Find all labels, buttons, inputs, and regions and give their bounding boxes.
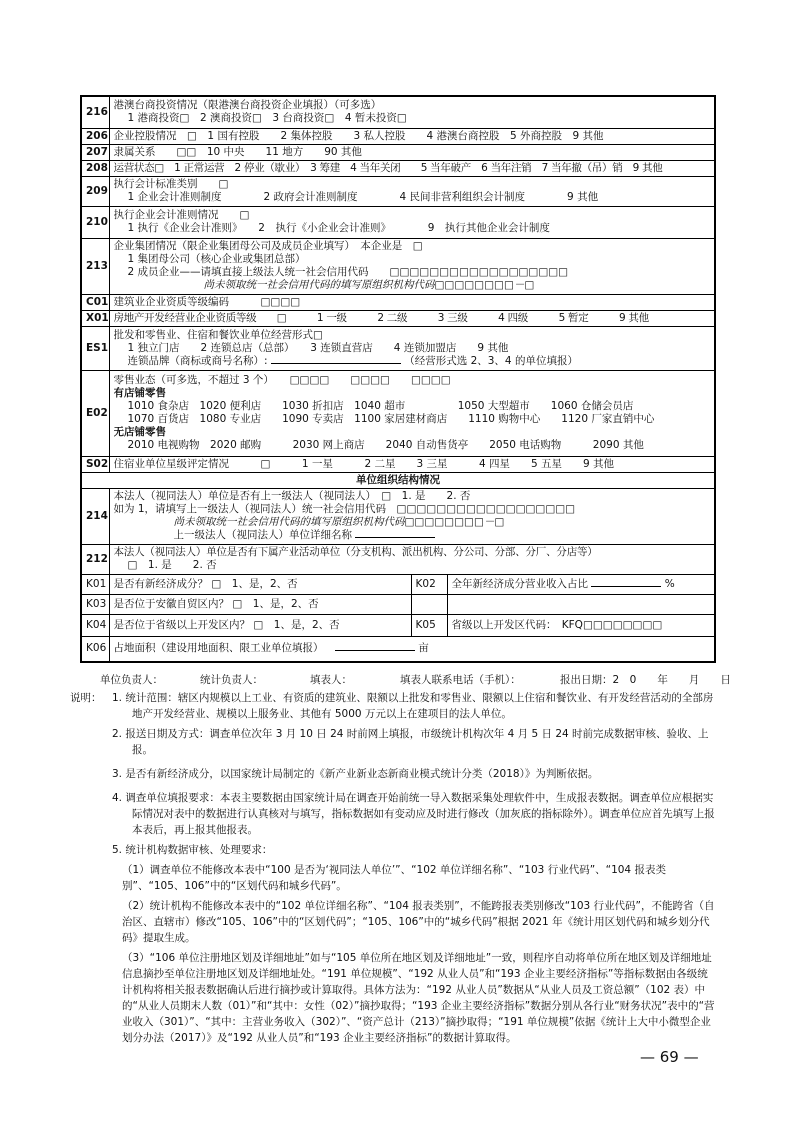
- credit-code-boxes[interactable]: 如为 1，请填写上一级法人（视同法人）统一社会信用代码 □□□□□□□□□□□□□□□□□□: [113, 503, 576, 515]
- subheading-nonstore-retail: 无店铺零售: [113, 426, 166, 438]
- field-options[interactable]: □ 1. 是 2. 否: [127, 559, 217, 571]
- land-area-unit: 亩: [418, 642, 429, 655]
- field-options[interactable]: 隶属关系 □□ 10 中央 11 地方 90 其他: [113, 145, 362, 158]
- page-number: — 69 —: [640, 1048, 699, 1066]
- note-1: 1. 统计范围：辖区内规模以上工业、有资质的建筑业、限额以上批发和零售业、限额以上住宿和餐饮业、有开发经营活动的全部房地产开发经营业、规模以上服务业、其他有 5000 万元以上在建项目的法人单位。: [112, 692, 714, 720]
- field-code: K05: [411, 614, 447, 636]
- note-3: 3. 是否有新经济成分，以国家统计局制定的《新产业新业态新商业模式统计分类（2018）》为判断依据。: [112, 768, 599, 780]
- row-E02: [81, 370, 715, 456]
- field-options[interactable]: 住宿业单位星级评定情况 □ 1 一星 2 二星 3 三星 4 四星 5 五星 9 其他: [113, 457, 615, 470]
- field-code: K06: [81, 636, 109, 662]
- field-code: 216: [81, 96, 109, 128]
- row-X01: [81, 310, 715, 326]
- field-options: 1 企业会计准则制度 2 政府会计准则制度 4 民间非营利组织会计制度 9 其他: [127, 191, 599, 203]
- note-5-2: （2）统计机构不能修改本表中的“102 单位详细名称”、“104 报表类别”，不能跨报表类别修改“103 行业代码”，不能跨省（自治区、直辖市）修改“105、106”中的“区划代码”；“105、106”中的“城乡代码”根据 2021 年《统计用区划代码和城乡划分代码》提取生成。: [122, 900, 715, 944]
- org-code-boxes[interactable]: 尚未领取统一社会信用代码的填写原组织机构代码□□□□□□□□－□: [173, 516, 505, 528]
- field-options[interactable]: 运营状态□ 1 正常运营 2 停业（歇业） 3 筹建 4 当年关闭 5 当年破产 6 当年注销 7 当年撤（吊）销 9 其他: [113, 161, 663, 174]
- field-options[interactable]: 省级以上开发区代码： KFQ□□□□□□□□: [451, 618, 663, 631]
- field-options: 2010 电视购物 2020 邮购 2030 网上商店 2040 自动售货亭 2050 电话购物 2090 其他: [127, 439, 644, 451]
- field-code: ES1: [81, 326, 109, 370]
- note-5-1: （1）调查单位不能修改本表中“100 是否为‘视同法人单位’”、“102 单位详细名称”、“103 行业代码”、“104 报表类别”、“105、106”中的“区划代码和城乡代码”。: [122, 864, 666, 892]
- row-S02: [81, 456, 715, 472]
- notes-section: [70, 690, 716, 1050]
- field-code: 207: [81, 144, 109, 160]
- field-options: 1 执行《企业会计准则》 2 执行《小企业会计准则》 9 执行其他企业会计制度: [127, 222, 550, 234]
- census-form-table: [80, 95, 716, 663]
- filler-phone-label: 填表人联系电话（手机）：: [400, 674, 521, 686]
- percent-sign: %: [664, 577, 675, 590]
- row-ES1: [81, 326, 715, 370]
- brand-note: （经营形式选 2、3、4 的单位填报）: [404, 354, 578, 367]
- land-area-label: 占地面积（建设用地面积、限工业单位填报）: [113, 642, 324, 655]
- field-options: 1070 百货店 1080 专业店 1090 专卖店 1100 家居建材商店 1110 购物中心 1120 厂家直销中心: [127, 413, 655, 425]
- note-5: 5. 统计机构数据审核、处理要求：: [112, 844, 273, 856]
- row-216: [81, 96, 715, 128]
- parent-name-input[interactable]: [355, 537, 435, 538]
- row-K01-K02: [81, 574, 715, 594]
- field-code: X01: [81, 310, 109, 326]
- field-code: S02: [81, 456, 109, 472]
- field-code: 213: [81, 238, 109, 294]
- field-options: 1 独立门店 2 连锁总店（总部） 3 连锁直营店 4 连锁加盟店 9 其他: [127, 341, 509, 354]
- field-label: 港澳台商投资情况（限港澳台商投资企业填报）（可多选）: [113, 99, 382, 112]
- row-212: [81, 544, 715, 574]
- field-code: 212: [81, 544, 109, 574]
- report-date-label: 报出日期：2 0 年 月 日: [560, 674, 731, 686]
- parent-name-label: 上一级法人（视同法人）单位详细名称: [173, 529, 352, 541]
- row-209: [81, 176, 715, 206]
- row-213: [81, 238, 715, 294]
- field-code: K02: [411, 574, 447, 594]
- org-code-boxes[interactable]: 尚未领取统一社会信用代码的填写原组织机构代码□□□□□□□□－□: [203, 279, 535, 291]
- field-options[interactable]: 是否位于安徽自贸区内？ □ 1、是，2、否: [113, 597, 319, 610]
- field-label: 本法人（视同法人）单位是否有下属产业活动单位（分支机构、派出机构、分公司、分部、分厂、分店等）: [113, 546, 598, 558]
- field-label[interactable]: 企业集团情况（限企业集团母公司及成员企业填写） 本企业是 □: [113, 240, 423, 252]
- field-code: 208: [81, 160, 109, 176]
- field-options[interactable]: 房地产开发经营业企业资质等级 □ 1 一级 2 二级 3 三级 4 四级 5 暂定 9 其他: [113, 311, 649, 324]
- row-K03: [81, 594, 715, 614]
- stat-head-label: 统计负责人：: [200, 674, 263, 686]
- row-214: [81, 488, 715, 544]
- field-code: K01: [81, 574, 109, 594]
- field-code: 210: [81, 206, 109, 238]
- section-header: [81, 472, 715, 488]
- field-code: E02: [81, 370, 109, 456]
- field-code: 206: [81, 128, 109, 144]
- filler-label: 填表人：: [310, 674, 352, 686]
- credit-code-boxes[interactable]: 2 成员企业——请填直接上级法人统一社会信用代码 □□□□□□□□□□□□□□□□□□: [127, 266, 569, 278]
- field-code: 209: [81, 176, 109, 206]
- field-options[interactable]: 是否有新经济成分？ □ 1、是，2、否: [113, 577, 298, 590]
- note-2: 2. 报送日期及方式：调查单位次年 3 月 10 日 24 时前网上填报，市级统计机构次年 4 月 5 日 24 时前完成数据审核、验收、上报。: [112, 728, 709, 756]
- field-code: C01: [81, 294, 109, 310]
- row-K04-K05: [81, 614, 715, 636]
- field-options[interactable]: 建筑业企业资质等级编码 □□□□: [113, 295, 301, 308]
- field-options[interactable]: 企业控股情况 □ 1 国有控股 2 集体控股 3 私人控股 4 港澳台商控股 5 外商控股 9 其他: [113, 129, 604, 142]
- notes-label: 说明：: [70, 692, 102, 704]
- new-economy-ratio-input[interactable]: [591, 586, 661, 587]
- land-area-input[interactable]: [335, 650, 415, 651]
- brand-label: 连锁品牌（商标或商号名称）:: [127, 354, 268, 367]
- field-label[interactable]: 执行企业会计准则情况 □: [113, 209, 250, 221]
- section-title: 单位组织结构情况: [81, 472, 715, 488]
- field-label[interactable]: 执行会计标准类别 □: [113, 178, 229, 190]
- row-K06: [81, 636, 715, 662]
- brand-input[interactable]: [271, 363, 401, 364]
- field-label[interactable]: 零售业态（可多选，不超过 3 个） □□□□ □□□□ □□□□: [113, 374, 451, 386]
- row-206: [81, 128, 715, 144]
- field-code: K04: [81, 614, 109, 636]
- field-code: K03: [81, 594, 109, 614]
- field-code: 214: [81, 488, 109, 544]
- subheading-store-retail: 有店铺零售: [113, 387, 166, 399]
- row-208: [81, 160, 715, 176]
- row-207: [81, 144, 715, 160]
- field-option-1: 1 集团母公司（核心企业或集团总部）: [127, 253, 306, 265]
- note-4: 4. 调查单位填报要求：本表主要数据由国家统计局在调查开始前统一导入数据采集处理软件中，生成报表数据。调查单位应根据实际情况对表中的数据进行认真核对与填写，指标数据如有变动应及时进行修改（加灰底的指标除外）。调查单位应首先填写上报本表后，再上报其他报表。: [112, 792, 715, 836]
- new-economy-ratio-label: 全年新经济成分营业收入占比: [451, 577, 588, 590]
- field-options: 1010 食杂店 1020 便利店 1030 折扣店 1040 超市 1050 大型超市 1060 仓储会员店: [127, 400, 634, 412]
- row-C01: [81, 294, 715, 310]
- row-210: [81, 206, 715, 238]
- field-label[interactable]: 本法人（视同法人）单位是否有上一级法人（视同法人） □ 1. 是 2. 否: [113, 490, 471, 502]
- field-label[interactable]: 批发和零售业、住宿和餐饮业单位经营形式□: [113, 328, 323, 341]
- unit-head-label: 单位负责人：: [100, 674, 163, 686]
- field-options[interactable]: 1 港商投资□ 2 澳商投资□ 3 台商投资□ 4 暂未投资□: [127, 112, 407, 125]
- note-5-3: （3）“106 单位注册地区划及详细地址”如与“105 单位所在地区划及详细地址”一致，则程序自动将单位所在地区划及详细地址信息摘抄至单位注册地区划及详细地址处。“191 单位规模”、“192 从业人员”和“193 企业主要经济指标”等指标数据由各级统计机构将相关报表数据确认后进行摘抄或计算取得。具体方法为：“192 从业人员”数据从“从业人员及工资总额”（102 表）中的“从业人员期末人数（01）”和“其中：女性（02）”摘抄取得；“193 企业主要经济指标”数据分别从各行业“财务状况”表中的“营业收入（301）”、“其中：主营业务收入（302）”、“资产总计（213）”摘抄取得；“191 单位规模”依据《统计上大中小微型企业划分办法（2017）》及“192 从业人员”和“193 企业主要经济指标”的数据计算取得。: [122, 952, 715, 1044]
- field-options[interactable]: 是否位于省级以上开发区内？ □ 1、是，2、否: [113, 618, 340, 631]
